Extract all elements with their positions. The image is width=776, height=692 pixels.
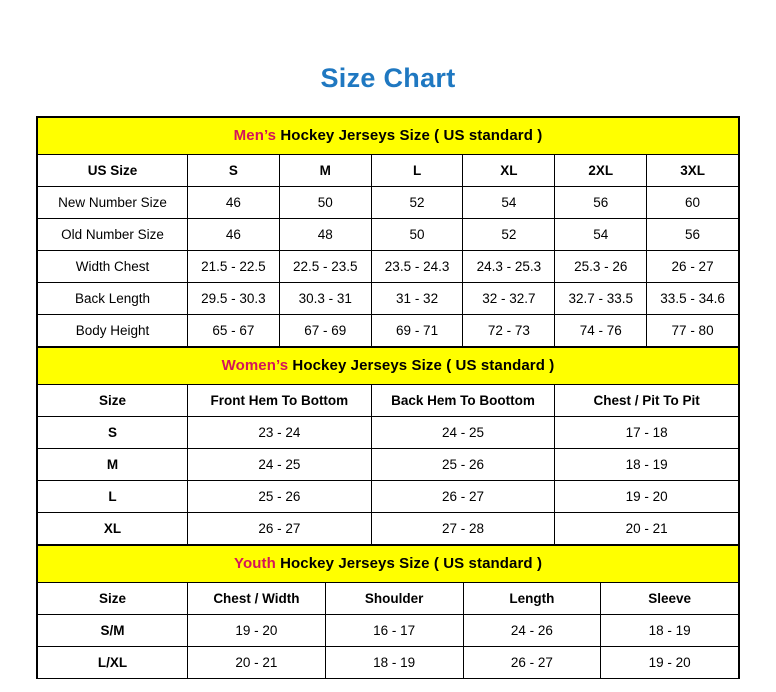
mens-header-cell: 2XL (555, 154, 647, 186)
womens-banner-row (38, 347, 739, 384)
youth-header-cell: Size (38, 582, 188, 614)
mens-row-label: Old Number Size (38, 218, 188, 250)
youth-header-cell: Sleeve (601, 582, 739, 614)
youth-size-table (37, 545, 739, 679)
mens-header-row (38, 154, 739, 186)
page-title: Size Chart (320, 63, 456, 93)
mens-cell: 32.7 - 33.5 (555, 282, 647, 314)
mens-cell: 56 (647, 218, 739, 250)
womens-cell: 25 - 26 (188, 480, 372, 512)
womens-size-label: L (38, 480, 188, 512)
youth-cell: 26 - 27 (463, 646, 601, 678)
womens-cell: 18 - 19 (555, 448, 739, 480)
youth-cell: 16 - 17 (325, 614, 463, 646)
mens-cell: 60 (647, 186, 739, 218)
womens-size-label: S (38, 416, 188, 448)
womens-header-cell: Back Hem To Boottom (371, 384, 555, 416)
mens-cell: 72 - 73 (463, 314, 555, 346)
mens-cell: 65 - 67 (188, 314, 280, 346)
youth-banner-rest: Hockey Jerseys Size ( US standard ) (275, 555, 543, 573)
mens-header-cell: L (371, 154, 463, 186)
table-row (38, 448, 739, 480)
youth-cell: 19 - 20 (601, 646, 739, 678)
youth-cell: 24 - 26 (463, 614, 601, 646)
mens-header-cell: S (188, 154, 280, 186)
mens-header-cell: US Size (38, 154, 188, 186)
womens-header-row (38, 384, 739, 416)
womens-header-cell: Front Hem To Bottom (188, 384, 372, 416)
womens-header-cell: Size (38, 384, 188, 416)
mens-cell: 56 (555, 186, 647, 218)
mens-cell: 74 - 76 (555, 314, 647, 346)
youth-header-cell: Chest / Width (188, 582, 326, 614)
mens-cell: 46 (188, 186, 280, 218)
mens-banner (38, 117, 739, 154)
mens-header-cell: XL (463, 154, 555, 186)
mens-cell: 23.5 - 24.3 (371, 250, 463, 282)
womens-cell: 27 - 28 (371, 512, 555, 544)
womens-size-table (37, 347, 739, 545)
table-row (38, 314, 739, 346)
size-tables-container (36, 116, 740, 679)
mens-header-cell: 3XL (647, 154, 739, 186)
table-row (38, 646, 739, 678)
youth-size-label: S/M (38, 614, 188, 646)
youth-banner (38, 545, 739, 582)
youth-cell: 19 - 20 (188, 614, 326, 646)
youth-header-row (38, 582, 739, 614)
mens-cell: 24.3 - 25.3 (463, 250, 555, 282)
mens-banner-row (38, 117, 739, 154)
youth-header-cell: Length (463, 582, 601, 614)
mens-cell: 52 (371, 186, 463, 218)
youth-size-label: L/XL (38, 646, 188, 678)
table-row (38, 186, 739, 218)
mens-banner-accent: Men’s (233, 127, 277, 145)
womens-header-cell: Chest / Pit To Pit (555, 384, 739, 416)
womens-cell: 26 - 27 (188, 512, 372, 544)
table-row (38, 218, 739, 250)
mens-cell: 31 - 32 (371, 282, 463, 314)
table-row (38, 250, 739, 282)
mens-row-label: Body Height (38, 314, 188, 346)
womens-size-label: XL (38, 512, 188, 544)
youth-cell: 20 - 21 (188, 646, 326, 678)
table-row (38, 416, 739, 448)
womens-cell: 24 - 25 (371, 416, 555, 448)
mens-cell: 69 - 71 (371, 314, 463, 346)
mens-cell: 77 - 80 (647, 314, 739, 346)
womens-cell: 20 - 21 (555, 512, 739, 544)
mens-cell: 48 (279, 218, 371, 250)
mens-header-cell: M (279, 154, 371, 186)
womens-cell: 24 - 25 (188, 448, 372, 480)
mens-row-label: Width Chest (38, 250, 188, 282)
mens-cell: 22.5 - 23.5 (279, 250, 371, 282)
table-row (38, 512, 739, 544)
mens-cell: 67 - 69 (279, 314, 371, 346)
womens-size-label: M (38, 448, 188, 480)
womens-cell: 26 - 27 (371, 480, 555, 512)
womens-banner-accent: Women’s (221, 357, 289, 375)
mens-cell: 33.5 - 34.6 (647, 282, 739, 314)
mens-cell: 32 - 32.7 (463, 282, 555, 314)
table-row (38, 614, 739, 646)
womens-cell: 23 - 24 (188, 416, 372, 448)
womens-banner (38, 347, 739, 384)
youth-banner-accent: Youth (233, 555, 276, 573)
mens-cell: 30.3 - 31 (279, 282, 371, 314)
mens-cell: 29.5 - 30.3 (188, 282, 280, 314)
table-row (38, 480, 739, 512)
youth-header-cell: Shoulder (325, 582, 463, 614)
mens-cell: 54 (463, 186, 555, 218)
womens-cell: 19 - 20 (555, 480, 739, 512)
mens-cell: 46 (188, 218, 280, 250)
womens-cell: 25 - 26 (371, 448, 555, 480)
mens-cell: 52 (463, 218, 555, 250)
mens-banner-rest: Hockey Jerseys Size ( US standard ) (276, 127, 543, 145)
mens-cell: 26 - 27 (647, 250, 739, 282)
mens-row-label: Back Length (38, 282, 188, 314)
mens-cell: 50 (371, 218, 463, 250)
womens-cell: 17 - 18 (555, 416, 739, 448)
table-row (38, 282, 739, 314)
mens-cell: 54 (555, 218, 647, 250)
womens-banner-rest: Hockey Jerseys Size ( US standard ) (288, 357, 555, 375)
mens-size-table (37, 117, 739, 347)
mens-cell: 50 (279, 186, 371, 218)
mens-cell: 21.5 - 22.5 (188, 250, 280, 282)
youth-cell: 18 - 19 (601, 614, 739, 646)
mens-cell: 25.3 - 26 (555, 250, 647, 282)
mens-row-label: New Number Size (38, 186, 188, 218)
youth-cell: 18 - 19 (325, 646, 463, 678)
youth-banner-row (38, 545, 739, 582)
